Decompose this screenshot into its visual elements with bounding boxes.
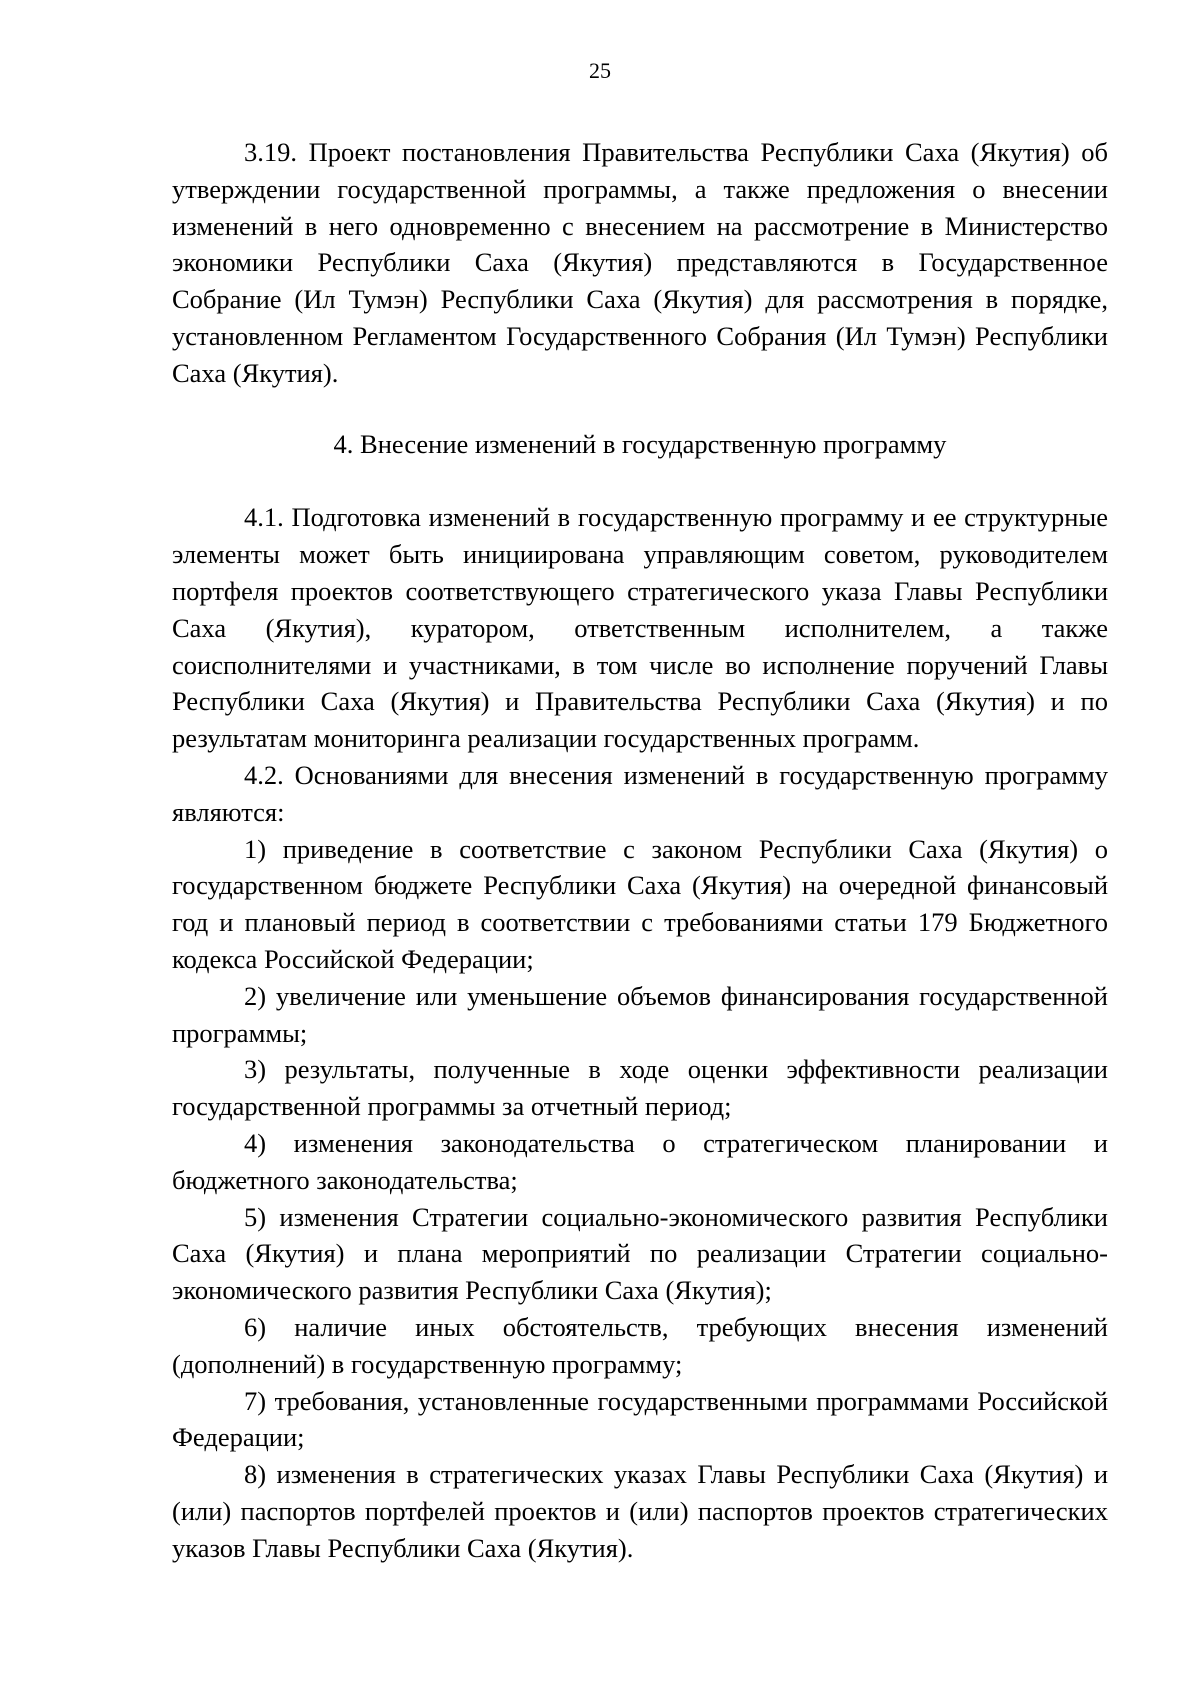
page-number: 25 <box>589 58 611 83</box>
list-item: 3) результаты, полученные в ходе оценки эффективности реализации государственной программы за отчетный период; <box>172 1054 1108 1122</box>
list-item: 2) увеличение или уменьшение объемов финансирования государственной программы; <box>172 980 1108 1048</box>
list-item: 4) изменения законодательства о стратегическом планировании и бюджетного законодательства; <box>172 1127 1108 1195</box>
list-item: 7) требования, установленные государственными программами Российской Федерации; <box>172 1385 1108 1453</box>
paragraph-4-2: 4.2. Основаниями для внесения изменений в государственную программу являются: <box>172 759 1108 827</box>
section-heading: 4. Внесение изменений в государственную программу <box>333 428 947 459</box>
list-item: 8) изменения в стратегических указах Главы Республики Саха (Якутия) и (или) паспортов портфелей проектов и (или) паспортов проектов стратегических указов Главы Республики Саха (Якутия). <box>172 1459 1108 1563</box>
list-item: 1) приведение в соответствие с законом Республики Саха (Якутия) о государственном бюджете Республики Саха (Якутия) на очередной финансовый год и плановый период в соответствии с требованиями статьи 179 Бюджетного кодекса Российской Федерации; <box>172 833 1108 974</box>
paragraph-3-19: 3.19. Проект постановления Правительства Республики Саха (Якутия) об утверждении государственной программы, а также предложения о внесении изменений в него одновременно с внесением на рассмотрение в Министерство экономики Республики Саха (Якутия) представляются в Государственное Собрание (Ил Тумэн) Республики Саха (Якутия) для рассмотрения в порядке, установленном Регламентом Государственного Собрания (Ил Тумэн) Республики Саха (Якутия). <box>172 137 1108 388</box>
document-body <box>172 134 1108 1566</box>
paragraph-4-1: 4.1. Подготовка изменений в государственную программу и ее структурные элементы может быть инициирована управляющим советом, руководителем портфеля проектов соответствующего стратегического указа Главы Республики Саха (Якутия), куратором, ответственным исполнителем, а также соисполнителями и участниками, в том числе во исполнение поручений Главы Республики Саха (Якутия) и Правительства Республики Саха (Якутия) и по результатам мониторинга реализации государственных программ. <box>172 502 1108 754</box>
list-item: 6) наличие иных обстоятельств, требующих внесения изменений (дополнений) в государственную программу; <box>172 1311 1108 1379</box>
list-item: 5) изменения Стратегии социально-экономического развития Республики Саха (Якутия) и плана мероприятий по реализации Стратегии социально-экономического развития Республики Саха (Якутия); <box>172 1201 1108 1306</box>
